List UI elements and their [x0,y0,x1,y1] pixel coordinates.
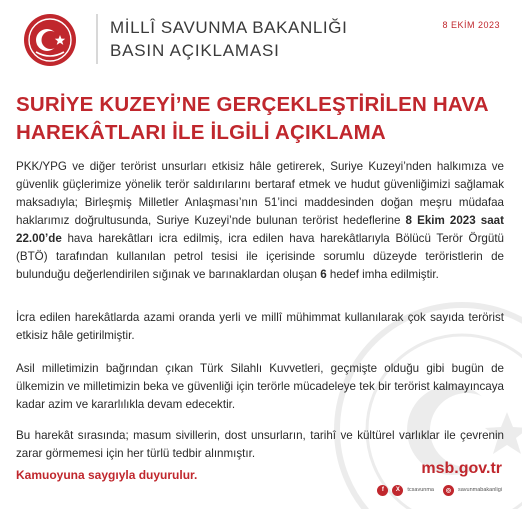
instagram-icon[interactable]: ◎ [443,485,454,496]
paragraph-1-text-a: PKK/YPG ve diğer terörist unsurları etkisiz hâle getirerek, Suriye Kuzeyi’nden halkımıza ve güvenlik güçlerimize yönelik terör saldırılarını bertaraf etmek ve hudut güvenliğimizi sağlamak maksadıyla; Birleşmiş Milletler Anlaşması’nın 51’inci maddesinden doğan meşru müdafaa haklarımız doğrultusunda, Suriye Kuzeyi’nde bulunan terörist hedeflerine [16,160,504,227]
facebook-icon[interactable]: f [377,485,388,496]
website-link[interactable]: msb.gov.tr [421,460,502,477]
ministry-logo-icon [22,12,78,68]
paragraph-1-text-c: hedef imha edilmiştir. [326,268,439,281]
x-twitter-icon[interactable]: X [392,485,403,496]
social-handle-tcsavunma[interactable]: tcsavunma [407,487,434,493]
header-divider [96,14,98,64]
release-date: 8 EKİM 2023 [442,20,500,30]
social-handle-savunmabakanligi[interactable]: savunmabakanligi [457,487,502,493]
statement-title [16,91,506,147]
header [0,0,522,80]
paragraph-1-target-count: 6 [320,268,327,281]
paragraph-4: Bu harekât sırasında; masum sivillerin, dost unsurların, tarihî ve kültürel varlıklar ile çevrenin zarar görmemesi için her türlü tedbir alınmıştır. [16,429,504,460]
paragraph-3: Asil milletimizin bağrından çıkan Türk Silahlı Kuvvetleri, geçmişte olduğu gibi bugün de ülkemizin ve milletimizin beka ve güvenliği için terörle mücadeleye tek bir terörist kalmayıncaya kadar azim ve kararlılıkla devam edecektir. [16,362,504,411]
closing-statement: Kamuoyuna saygıyla duyurulur. [16,468,198,482]
social-links [377,483,502,497]
paragraph-1-date-time: 8 Ekim 2023 saat 22.00’de [16,214,504,245]
paragraph-1-text-b: hava harekâtları icra edilmiş, icra edilen hava harekâtlarıyla Bölücü Terör Örgütü (BTÖ) tarafından kullanılan petrol tesisi ile içerisinde sorumlu düzeyde teröristlerin de bulunduğu değerlendirilen sığınak ve barınaklardan oluşan [16,232,504,281]
title-line-2: HAREKÂTLARI İLE İLGİLİ AÇIKLAMA [16,121,386,144]
title-line-1: SURİYE KUZEYİ’NE GERÇEKLEŞTİRİLEN HAVA [16,93,489,116]
paragraph-1 [16,158,504,284]
press-release-label: BASIN AÇIKLAMASI [110,41,280,60]
paragraph-2: İcra edilen harekâtlarda azami oranda yerli ve millî mühimmat kullanılarak çok sayıda terörist etkisiz hâle getirilmiştir. [16,311,504,342]
ministry-name: MİLLÎ SAVUNMA BAKANLIĞI [110,18,348,37]
